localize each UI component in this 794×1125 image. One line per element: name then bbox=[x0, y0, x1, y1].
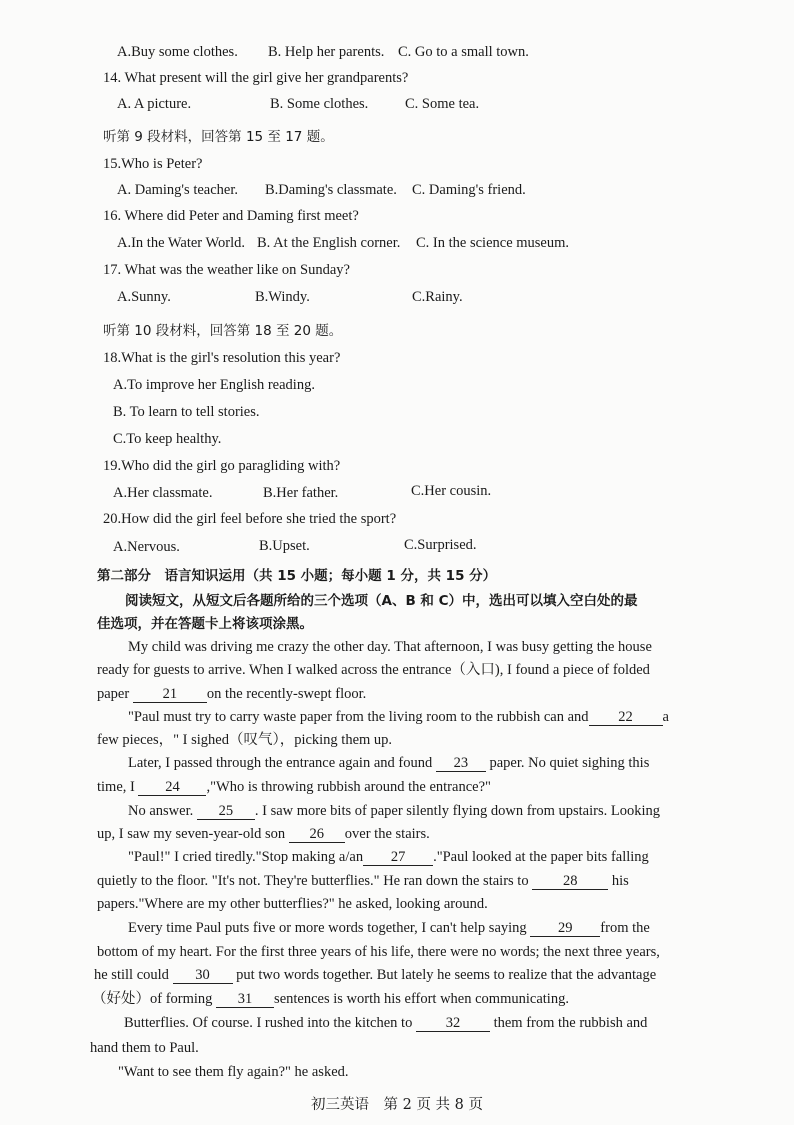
q18-option-b: B. To learn to tell stories. bbox=[113, 404, 260, 420]
q17-option-a: A.Sunny. bbox=[117, 289, 171, 305]
passage-text: on the recently-swept floor. bbox=[206, 686, 367, 702]
passage-line bbox=[124, 1014, 647, 1032]
passage-text: a bbox=[662, 709, 669, 725]
blank-26: 26 bbox=[289, 827, 345, 843]
passage-text: quietly to the floor. "It's not. They're butterflies." He ran down the stairs to bbox=[97, 873, 529, 889]
q18-option-a: A.To improve her English reading. bbox=[113, 377, 315, 393]
passage-line: ready for guests to arrive. When I walked across the entrance（入口), I found a piece of folded bbox=[97, 662, 650, 678]
passage-text: . I saw more bits of paper silently flying down from upstairs. Looking bbox=[254, 803, 661, 819]
passage-text: time, I bbox=[97, 779, 135, 795]
q13-option-c: C. Go to a small town. bbox=[398, 44, 529, 60]
passage-text: paper. No quiet sighing this bbox=[489, 755, 650, 771]
passage-text: "Paul must try to carry waste paper from the living room to the rubbish can and bbox=[128, 709, 589, 725]
passage-line bbox=[94, 966, 656, 984]
passage-line: few pieces，" I sighed（叹气），picking them up. bbox=[97, 732, 393, 748]
passage-line bbox=[128, 802, 660, 820]
q14-option-a: A. A picture. bbox=[117, 96, 192, 112]
q15-option-c: C. Daming's friend. bbox=[412, 182, 526, 198]
passage-line bbox=[128, 708, 669, 726]
part-2-heading: 第二部分 语言知识运用（共 15 小题；每小题 1 分，共 15 分） bbox=[97, 568, 497, 584]
passage-line: My child was driving me crazy the other day. That afternoon, I was busy getting the house bbox=[128, 639, 652, 655]
passage-line: "Want to see them fly again?" he asked. bbox=[118, 1064, 349, 1080]
passage-line bbox=[97, 872, 629, 890]
q19-option-c: C.Her cousin. bbox=[411, 483, 492, 499]
passage-text: paper bbox=[97, 686, 130, 702]
blank-22: 22 bbox=[589, 710, 663, 726]
q16-stem: 16. Where did Peter and Daming first meet? bbox=[103, 208, 359, 224]
blank-28: 28 bbox=[532, 874, 608, 890]
passage-text: ."Paul looked at the paper bits falling bbox=[433, 849, 649, 865]
q19-stem: 19.Who did the girl go paragliding with? bbox=[103, 458, 341, 474]
passage-text: Later, I passed through the entrance again and found bbox=[128, 755, 433, 771]
q17-stem: 17. What was the weather like on Sunday? bbox=[103, 262, 350, 278]
passage-line bbox=[92, 990, 569, 1008]
passage-text: Every time Paul puts five or more words together, I can't help saying bbox=[128, 920, 527, 936]
blank-25: 25 bbox=[197, 804, 255, 820]
passage-line bbox=[97, 825, 430, 843]
part-2-instructions-line1: 阅读短文，从短文后各题所给的三个选项（A、B 和 C）中，选出可以填入空白处的最 bbox=[125, 593, 638, 609]
q14-stem: 14. What present will the girl give her grandparents? bbox=[103, 70, 409, 86]
q18-option-c: C.To keep healthy. bbox=[113, 431, 222, 447]
q15-option-a: A. Daming's teacher. bbox=[117, 182, 238, 198]
blank-31: 31 bbox=[216, 992, 274, 1008]
passage-text: from the bbox=[600, 920, 650, 936]
q14-option-b: B. Some clothes. bbox=[270, 96, 369, 112]
q19-option-a: A.Her classmate. bbox=[113, 485, 213, 501]
passage-text: put two words together. But lately he seems to realize that the advantage bbox=[236, 967, 657, 983]
passage-line bbox=[128, 919, 650, 937]
blank-29: 29 bbox=[530, 921, 600, 937]
q19-option-b: B.Her father. bbox=[263, 485, 339, 501]
part-2-instructions-line2: 佳选项，并在答题卡上将该项涂黑。 bbox=[97, 616, 313, 632]
q16-option-a: A.In the Water World. bbox=[117, 235, 246, 251]
q18-stem: 18.What is the girl's resolution this year? bbox=[103, 350, 341, 366]
section-10-heading: 听第 10 段材料，回答第 18 至 20 题。 bbox=[103, 323, 343, 339]
q15-option-b: B.Daming's classmate. bbox=[265, 182, 397, 198]
q16-option-b: B. At the English corner. bbox=[257, 235, 401, 251]
passage-line: bottom of my heart. For the first three years of his life, there were no words; the next three years, bbox=[97, 944, 660, 960]
q20-option-c: C.Surprised. bbox=[404, 537, 477, 553]
blank-23: 23 bbox=[436, 756, 486, 772]
q20-stem: 20.How did the girl feel before she tried the sport? bbox=[103, 511, 397, 527]
q20-option-a: A.Nervous. bbox=[113, 539, 180, 555]
passage-text: Butterflies. Of course. I rushed into the kitchen to bbox=[124, 1015, 413, 1031]
q13-option-b: B. Help her parents. bbox=[268, 44, 385, 60]
passage-text: "Paul!" I cried tiredly."Stop making a/an bbox=[128, 849, 364, 865]
q20-option-b: B.Upset. bbox=[259, 538, 310, 554]
passage-text: ,"Who is throwing rubbish around the entrance?" bbox=[206, 779, 491, 795]
q17-option-b: B.Windy. bbox=[255, 289, 310, 305]
q15-stem: 15.Who is Peter? bbox=[103, 156, 203, 172]
passage-text: sentences is worth his effort when communicating. bbox=[274, 991, 569, 1007]
passage-text: them from the rubbish and bbox=[493, 1015, 648, 1031]
passage-line bbox=[97, 778, 491, 796]
passage-line: papers."Where are my other butterflies?" he asked, looking around. bbox=[97, 896, 488, 912]
q16-option-c: C. In the science museum. bbox=[416, 235, 570, 251]
passage-line bbox=[97, 685, 366, 703]
passage-text: he still could bbox=[94, 967, 169, 983]
q17-option-c: C.Rainy. bbox=[412, 289, 463, 305]
passage-text: his bbox=[611, 873, 629, 889]
passage-line bbox=[128, 754, 649, 772]
page-footer: 初三英语 第 2 页 共 8 页 bbox=[311, 1097, 483, 1113]
passage-text: （好处）of forming bbox=[92, 991, 213, 1007]
q14-option-c: C. Some tea. bbox=[405, 96, 480, 112]
blank-27: 27 bbox=[363, 850, 433, 866]
q13-option-a: A.Buy some clothes. bbox=[117, 44, 238, 60]
section-9-heading: 听第 9 段材料，回答第 15 至 17 题。 bbox=[103, 129, 334, 145]
blank-21: 21 bbox=[133, 687, 207, 703]
blank-32: 32 bbox=[416, 1016, 490, 1032]
blank-30: 30 bbox=[173, 968, 233, 984]
passage-text: No answer. bbox=[128, 803, 194, 819]
passage-text: over the stairs. bbox=[344, 826, 430, 842]
passage-line bbox=[128, 848, 649, 866]
passage-text: up, I saw my seven-year-old son bbox=[97, 826, 286, 842]
blank-24: 24 bbox=[138, 780, 206, 796]
passage-line: hand them to Paul. bbox=[90, 1040, 199, 1056]
